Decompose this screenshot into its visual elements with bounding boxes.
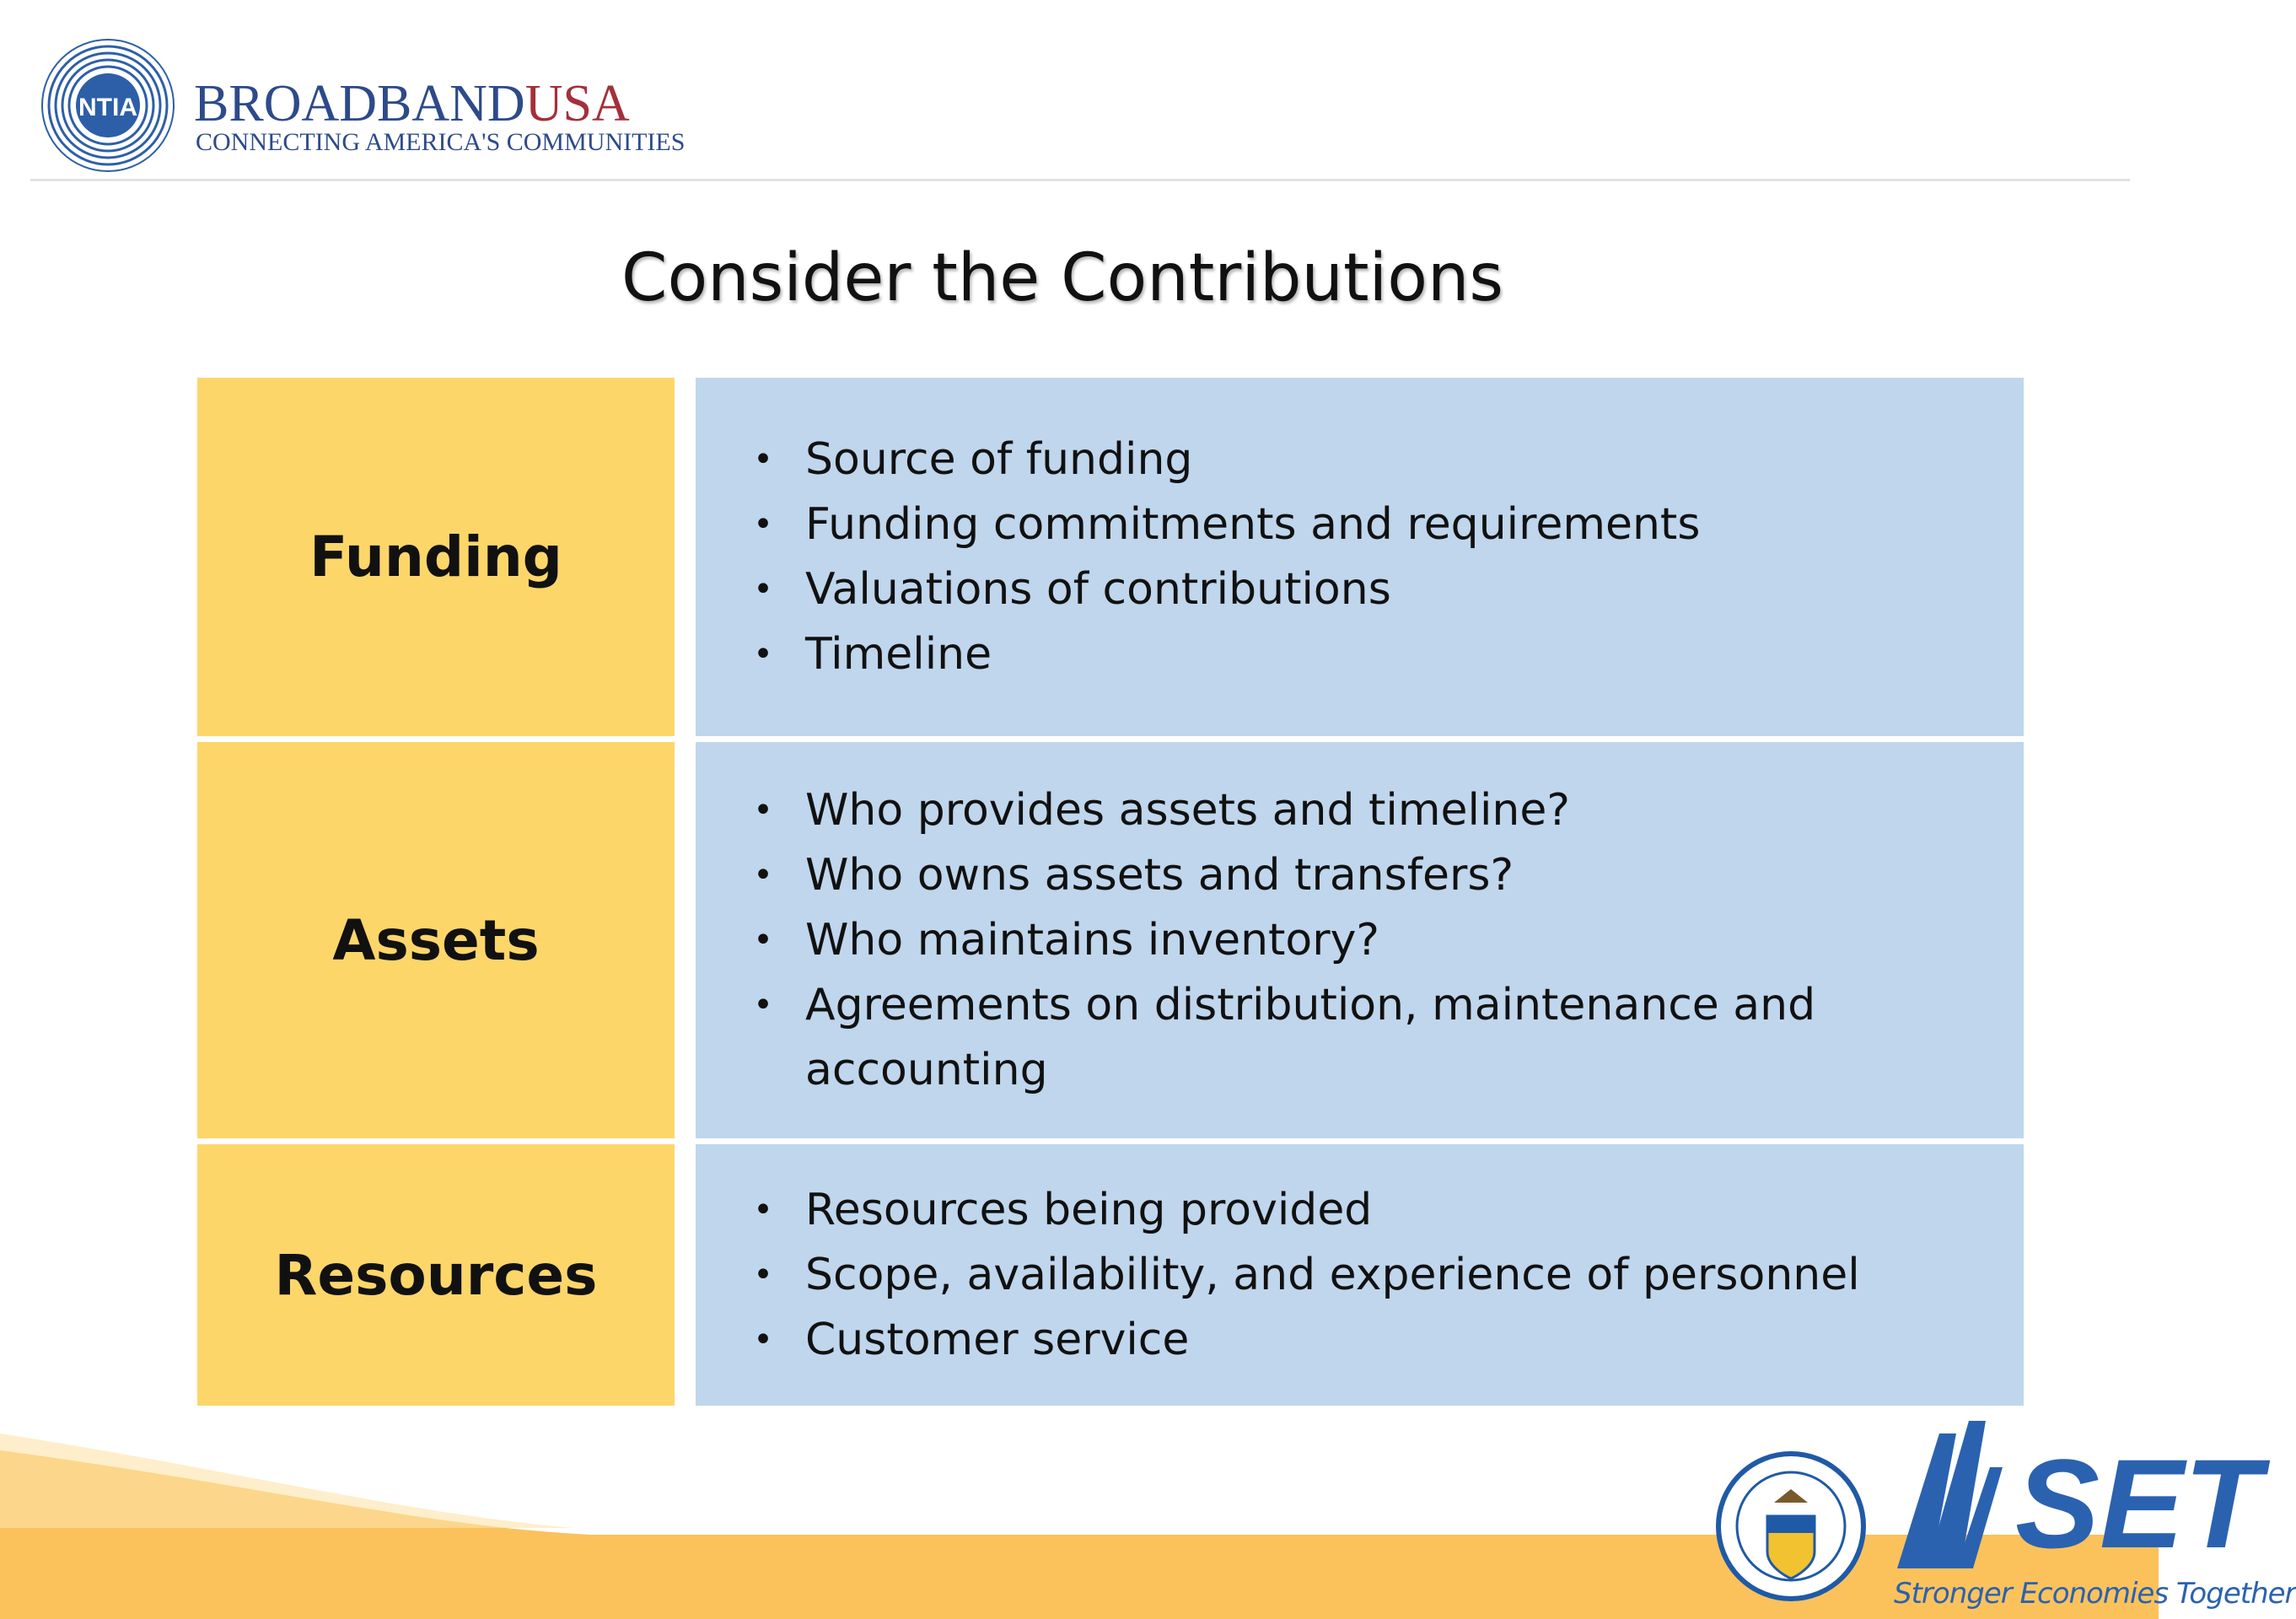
bullet-icon: • bbox=[753, 439, 773, 479]
row-content-resources bbox=[696, 1144, 2024, 1406]
bullet-icon: • bbox=[753, 1320, 773, 1359]
row-label-resources: Resources bbox=[197, 1144, 675, 1406]
header-divider bbox=[30, 179, 2130, 181]
list-item-text: Resources being provided bbox=[805, 1184, 1373, 1235]
ntia-logo bbox=[40, 34, 184, 177]
list-item-text: Scope, availability, and experience of personnel bbox=[805, 1249, 1860, 1300]
list-item-text: Who maintains inventory? bbox=[805, 914, 1380, 965]
list-item-text: Who provides assets and timeline? bbox=[805, 784, 1570, 836]
row-assets bbox=[197, 742, 2024, 1138]
bullet-icon: • bbox=[753, 920, 773, 960]
page-title: Consider the Contributions bbox=[621, 240, 1504, 316]
department-of-commerce-seal-icon bbox=[1715, 1450, 1867, 1602]
list-item-text: Timeline bbox=[805, 628, 992, 680]
set-tagline: Stronger Economies Together bbox=[1894, 1577, 2296, 1611]
list-item bbox=[746, 1308, 2024, 1373]
list-item bbox=[746, 622, 2024, 687]
row-content-assets bbox=[696, 742, 2024, 1138]
brand-subtitle: CONNECTING AMERICA'S COMMUNITIES bbox=[196, 128, 686, 156]
list-item bbox=[746, 843, 2024, 908]
list-item-text: Who owns assets and transfers? bbox=[805, 849, 1514, 901]
list-item bbox=[746, 973, 1842, 1103]
list-item bbox=[746, 1178, 2024, 1243]
ntia-logo-text: NTIA bbox=[78, 94, 137, 121]
brand-title-main: BROADBAND bbox=[194, 75, 525, 132]
list-item bbox=[746, 557, 2024, 622]
set-logo-text: SET bbox=[2015, 1433, 2261, 1574]
list-item bbox=[746, 428, 2024, 492]
list-item bbox=[746, 908, 2024, 973]
bullet-icon: • bbox=[753, 569, 773, 609]
list-item bbox=[746, 778, 2024, 843]
row-label-assets: Assets bbox=[197, 742, 675, 1138]
bullet-icon: • bbox=[753, 855, 773, 895]
row-funding bbox=[197, 378, 2024, 736]
row-resources bbox=[197, 1144, 2024, 1406]
bullet-icon: • bbox=[753, 790, 773, 830]
bullet-icon: • bbox=[753, 1190, 773, 1229]
list-item bbox=[746, 1243, 2024, 1308]
row-label-funding: Funding bbox=[197, 378, 675, 736]
bullet-icon: • bbox=[753, 504, 773, 544]
bullet-list bbox=[746, 428, 2024, 687]
list-item-text: Source of funding bbox=[805, 433, 1193, 485]
list-item-text: Agreements on distribution, maintenance and accounting bbox=[805, 979, 1816, 1095]
brand-title bbox=[194, 75, 630, 132]
list-item-text: Customer service bbox=[805, 1314, 1190, 1365]
bullet-list bbox=[746, 778, 2024, 1103]
bullet-icon: • bbox=[753, 1255, 773, 1294]
row-content-funding bbox=[696, 378, 2024, 736]
bullet-list bbox=[746, 1178, 2024, 1373]
list-item-text: Valuations of contributions bbox=[805, 563, 1391, 615]
bullet-icon: • bbox=[753, 985, 773, 1025]
bullet-icon: • bbox=[753, 634, 773, 674]
brand-title-accent: USA bbox=[524, 75, 630, 132]
list-item bbox=[746, 492, 2024, 557]
list-item-text: Funding commitments and requirements bbox=[805, 498, 1701, 550]
